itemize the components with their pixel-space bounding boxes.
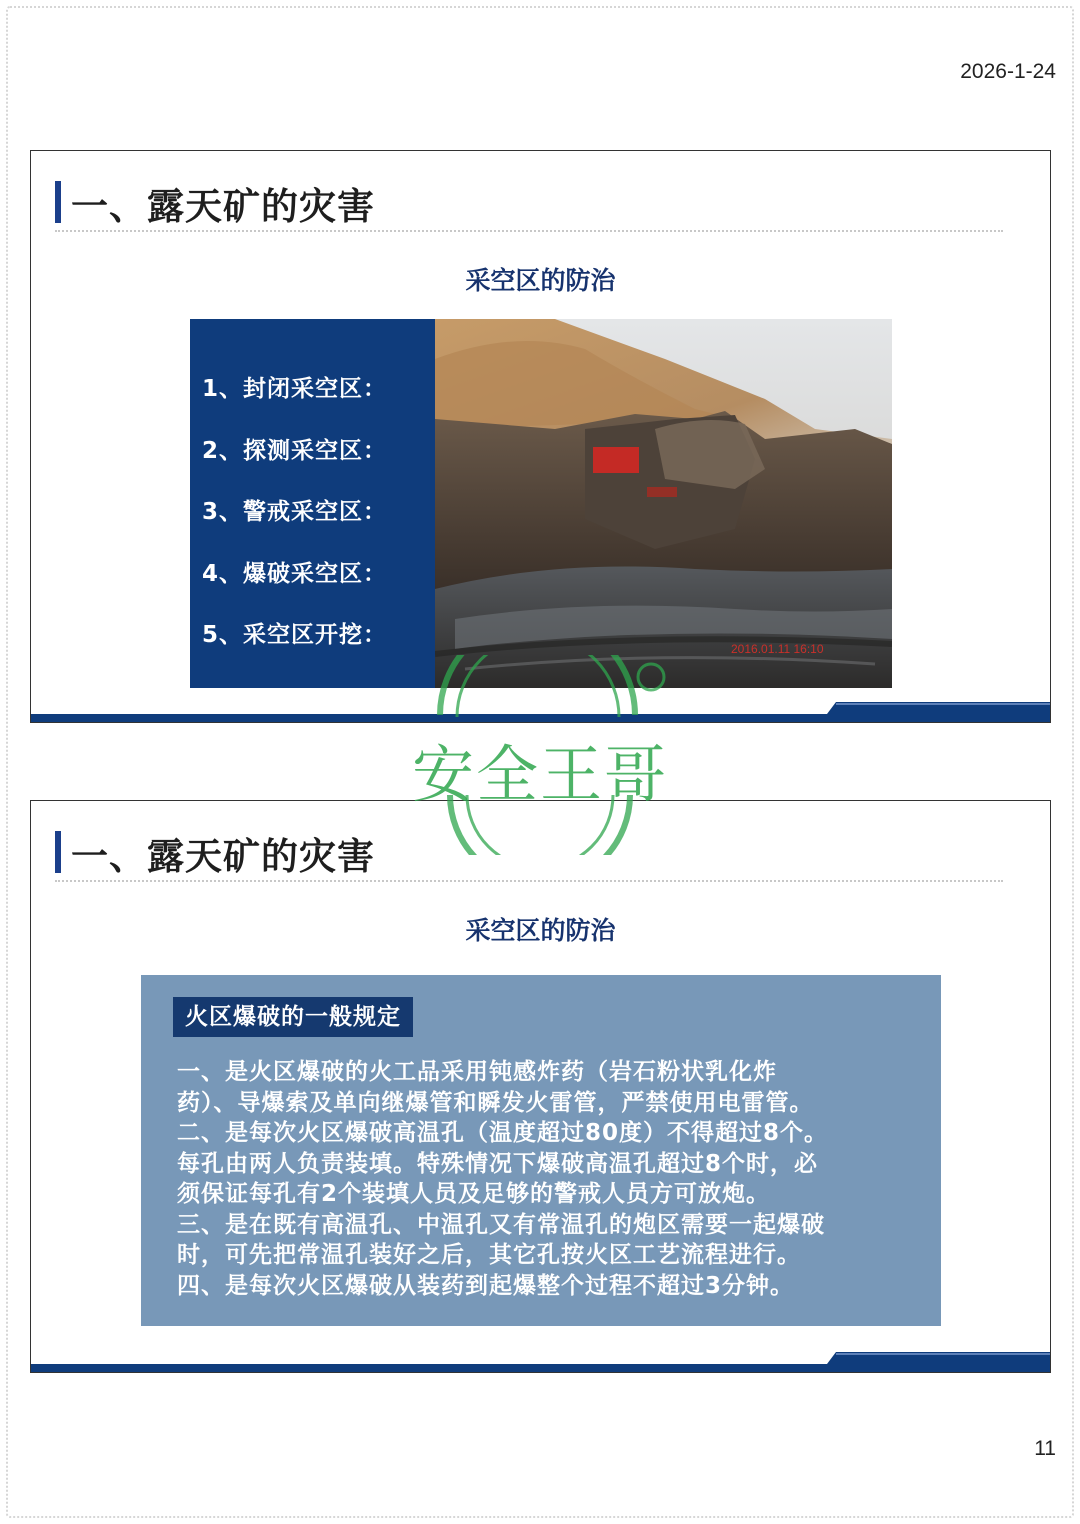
rule-line: 每孔由两人负责装填。特殊情况下爆破高温孔超过8个时，必 — [177, 1150, 819, 1177]
list-item: 4、爆破采空区： — [202, 560, 388, 587]
rule-line: 四、是每次火区爆破从装药到起爆整个过程不超过3分钟。 — [177, 1272, 795, 1299]
slide-title: 一、露天矿的灾害 — [71, 185, 375, 228]
list-item: 5、采空区开挖： — [202, 622, 388, 648]
rules-box-body — [177, 1057, 917, 1301]
list-item: 3、警戒采空区： — [202, 499, 388, 525]
rule-line: 一、是火区爆破的火工品采用钝感炸药（岩石粉状乳化炸 — [177, 1059, 777, 1085]
rules-box — [141, 975, 941, 1326]
print-date: 2026-1-24 — [960, 60, 1056, 83]
rule-line: 时，可先把常温孔装好之后，其它孔按火区工艺流程进行。 — [177, 1242, 801, 1268]
rules-box-title: 火区爆破的一般规定 — [173, 997, 413, 1037]
rule-line: 须保证每孔有2个装填人员及足够的警戒人员方可放炮。 — [177, 1181, 771, 1207]
watermark-text: 安全王哥 — [411, 738, 668, 811]
photo-timestamp: 2016.01.11 16:10 — [731, 642, 824, 656]
rule-line: 二、是每次火区爆破高温孔（温度超过80度）不得超过8个。 — [177, 1120, 829, 1146]
goaf-site-photo — [435, 319, 892, 688]
slide-title: 一、露天矿的灾害 — [71, 835, 375, 878]
watermark — [405, 655, 675, 855]
title-divider — [55, 880, 1003, 882]
slide-subtitle: 采空区的防治 — [465, 916, 616, 945]
list-item: 2、探测采空区： — [202, 437, 388, 464]
page-number: 11 — [1034, 1437, 1056, 1460]
rule-line: 药）、导爆索及单向继爆管和瞬发火雷管，严禁使用电雷管。 — [177, 1089, 814, 1116]
slide-1 — [30, 150, 1051, 723]
measures-list — [190, 319, 435, 688]
bottom-band — [31, 1352, 1050, 1372]
slide-subtitle: 采空区的防治 — [465, 266, 616, 295]
title-accent-bar — [55, 181, 61, 223]
slide-2 — [30, 800, 1051, 1373]
list-item: 1、封闭采空区： — [202, 376, 388, 402]
rule-line: 三、是在既有高温孔、中温孔又有常温孔的炮区需要一起爆破 — [177, 1211, 825, 1238]
title-accent-bar — [55, 831, 61, 873]
title-divider — [55, 230, 1003, 232]
